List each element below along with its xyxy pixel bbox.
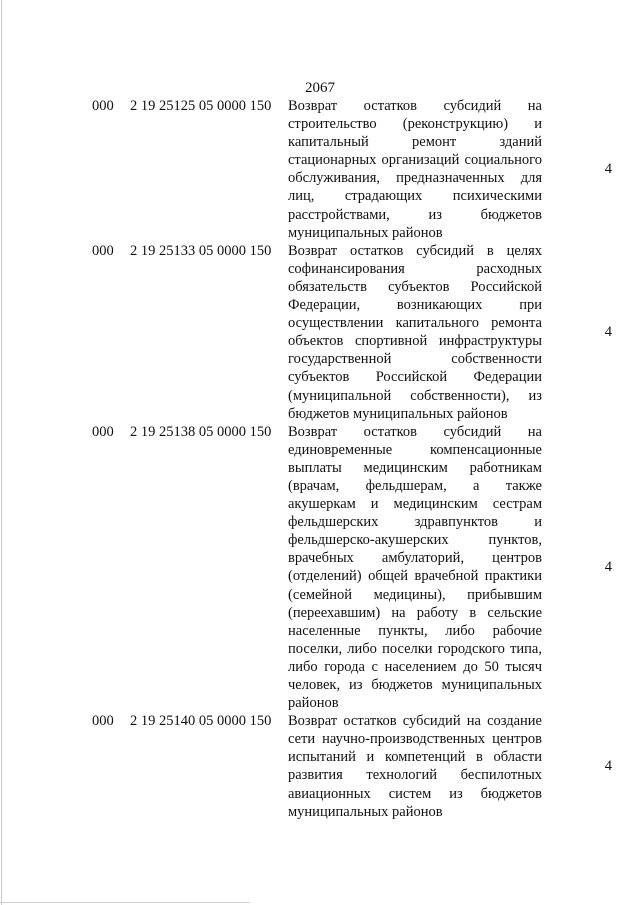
- norm-value-text: 4: [604, 559, 612, 576]
- classification-code: 2 19 25138 05 0000 150: [130, 423, 272, 440]
- page-edge-bottom: [0, 902, 250, 903]
- admin-code: 000: [92, 98, 114, 114]
- admin-code: 000: [92, 242, 114, 259]
- table-row: [92, 242, 612, 423]
- revenue-name: Возврат остатков субсидий на единовременные компенсационные выплаты медицинским работникам (врачам, фельдшерам, а также акушеркам и медицинским сестрам фельдшерских здравпунктов и фельдшерско-акушерских пунктов, врачебных амбулаторий, центров (отделений) общей врачебной практики (семейной медицины), прибывшим (переехавшим) на работу в сельские населенные пункты, либо рабочие поселки, либо поселки городского типа, либо города с населением до 50 тысяч человек, из бюджетов муниципальных районов: [288, 423, 542, 712]
- norm-value: [542, 97, 612, 242]
- revenue-name: Возврат остатков субсидий на строительство (реконструкцию) и капитальный ремонт зданий стационарных организаций социального обслуживания, предназначенных для лиц, страдающих психическими расстройствами, из бюджетов муниципальных районов: [288, 98, 542, 241]
- classification-code: 2 19 25133 05 0000 150: [130, 242, 272, 259]
- admin-code: 000: [92, 423, 114, 440]
- table-row: [92, 712, 612, 821]
- norm-value: [542, 242, 612, 423]
- norm-value-text: 4: [604, 758, 612, 775]
- classification-code: 2 19 25140 05 0000 150: [130, 713, 272, 730]
- table-row: [92, 423, 612, 713]
- table-row: [92, 97, 612, 242]
- admin-code: 000: [92, 713, 114, 730]
- page-number: 2067: [305, 80, 335, 96]
- norm-value: [542, 712, 612, 821]
- revenue-name: Возврат остатков субсидий на создание сети научно-производственных центров испытаний и компетенций в области развития технологий беспилотных авиационных систем из бюджетов муниципальных районов: [288, 713, 542, 820]
- norm-value: [542, 423, 612, 713]
- revenue-name: Возврат остатков субсидий в целях софинансирования расходных обязательств субъектов Российской Федерации, возникающих при осуществлении капитального ремонта объектов спортивной инфраструктуры государственной собственности субъектов Российской Федерации (муниципальной собственности), из бюджетов муниципальных районов: [288, 242, 542, 422]
- page-edge-left: [1, 0, 2, 905]
- budget-code-table: [92, 97, 612, 821]
- classification-code: 2 19 25125 05 0000 150: [130, 98, 272, 114]
- norm-value-text: 4: [604, 161, 612, 178]
- norm-value-text: 4: [604, 324, 612, 341]
